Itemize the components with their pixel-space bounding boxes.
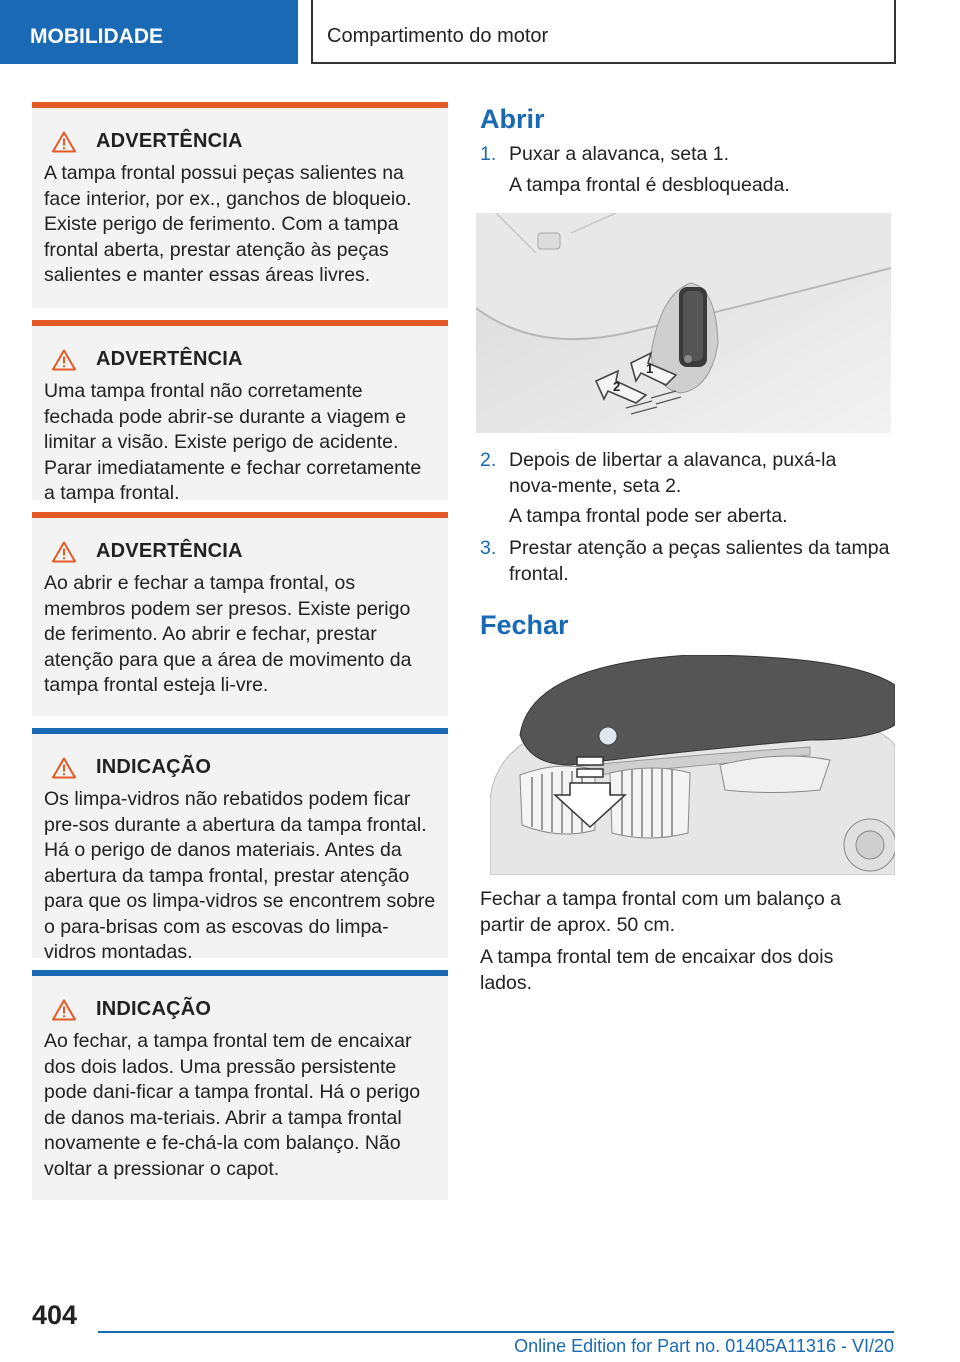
section-tab [0,0,298,64]
page-header [311,0,896,64]
arrow-label-2: 2 [613,379,621,394]
warning-triangle-icon [52,757,76,779]
arrow-label-1: 1 [646,361,654,376]
step-1 [480,142,890,198]
warning-triangle-icon [52,999,76,1021]
warning-callout-3 [32,512,448,716]
callout-text: Uma tampa frontal não corretamente fechada pode abrir-se durante a viagem e limitar a visão. Existe perigo de acidente. Parar imediatamente e fechar corretamente a tampa frontal. [44,380,422,504]
chapter-title: Compartimento do motor [327,24,549,47]
callout-title: INDICAÇÃO [96,998,212,1020]
edition-link[interactable]: Online Edition for Part no. 01405A11316 - VI/20 [514,1336,894,1356]
callout-title: ADVERTÊNCIA [96,540,243,562]
step-2 [480,448,890,530]
callout-title: ADVERTÊNCIA [96,130,243,152]
hood-closing-illustration [490,655,895,875]
step-number: 1. [480,143,497,165]
section-heading-close: Fechar [480,610,569,640]
step-3 [480,536,890,587]
close-instruction: Fechar a tampa frontal com um balanço a partir de aprox. 50 cm. [480,888,841,936]
notice-callout-2 [32,970,448,1200]
step-text: Puxar a alavanca, seta 1. [509,143,730,165]
warning-callout-1 [32,102,448,308]
step-number: 3. [480,537,497,559]
warning-triangle-icon [52,541,76,563]
page-number: 404 [32,1300,78,1330]
footer-rule [98,1331,894,1333]
warning-triangle-icon [52,349,76,371]
step-number: 2. [480,449,497,471]
callout-text: Ao abrir e fechar a tampa frontal, os membros podem ser presos. Existe perigo de ferimento. Ao abrir e fechar, prestar atenção para que a área de movimento da tampa frontal esteja li-vre. [44,572,412,696]
lever-illustration [476,213,891,433]
callout-text: Os limpa-vidros não rebatidos podem ficar pre-sos durante a abertura da tampa frontal. Há o perigo de danos materiais. Antes da abertura da tampa frontal, prestar atenção para que os limpa-vidros se encontrem sobre o para-brisas com as escovas do limpa-vidros montadas. [44,788,436,963]
callout-text: Ao fechar, a tampa frontal tem de encaixar dos dois lados. Uma pressão persistente pode dani-ficar a tampa frontal. Há o perigo de danos ma-teriais. Abrir a tampa frontal novamente e fe-chá-la com balanço. Não voltar a pressionar o capot. [44,1030,421,1180]
callout-title: ADVERTÊNCIA [96,348,243,370]
close-note: A tampa frontal tem de encaixar dos dois lados. [480,946,834,994]
section-heading-open: Abrir [480,104,545,134]
step-result: A tampa frontal é desbloqueada. [509,173,790,196]
warning-callout-2 [32,320,448,504]
notice-callout-1 [32,728,448,963]
warning-triangle-icon [52,131,76,153]
section-label: MOBILIDADE [30,25,163,48]
callout-text: A tampa frontal possui peças salientes na face interior, por ex., ganchos de bloqueio. Existe perigo de ferimento. Com a tampa frontal aberta, prestar atenção às peças salientes e manter essas áreas livres. [44,162,412,286]
step-result: A tampa frontal pode ser aberta. [509,505,788,527]
callout-title: INDICAÇÃO [96,756,212,778]
step-text: Prestar atenção a peças salientes da tampa frontal. [509,537,890,585]
step-text: Depois de libertar a alavanca, puxá-la nova-mente, seta 2. [509,449,837,497]
